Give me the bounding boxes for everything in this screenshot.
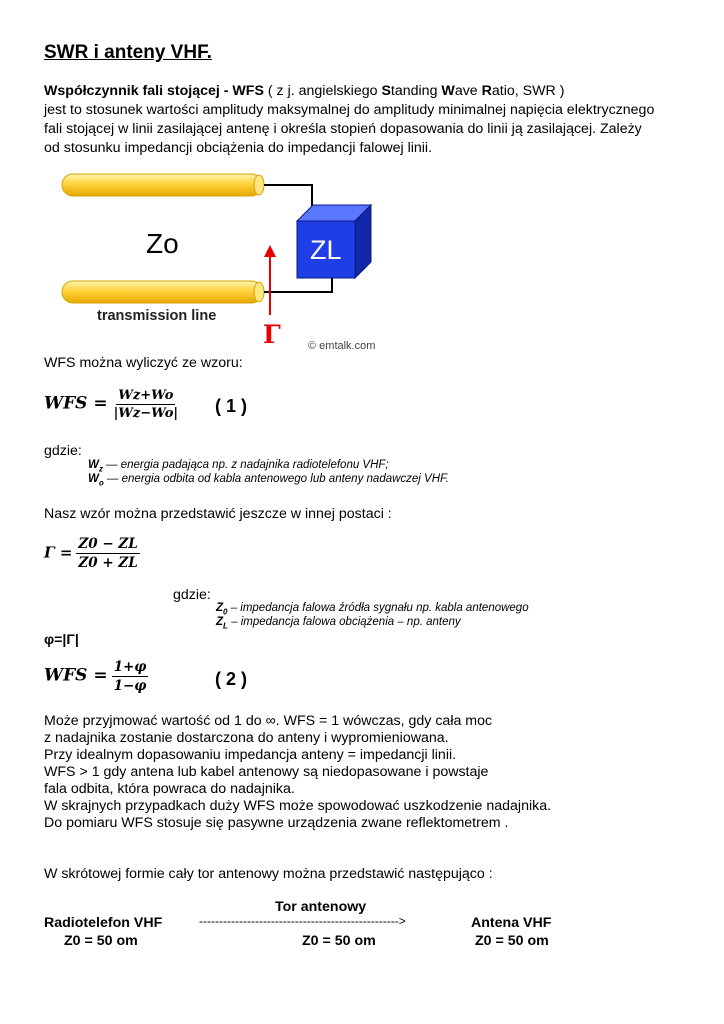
letter-w: W bbox=[441, 83, 455, 99]
wo-subscript: o bbox=[98, 478, 104, 488]
formula-intro: WFS można wyliczyć ze wzoru: bbox=[44, 355, 243, 371]
chain-arrow: --------------------------------------------------> bbox=[199, 914, 406, 928]
wz-subscript: z bbox=[98, 464, 103, 474]
upper-conductor bbox=[62, 174, 262, 196]
summary-intro: W skrótowej formie cały tor antenowy można przedstawić następująco : bbox=[44, 866, 493, 882]
page-title: SWR i anteny VHF. bbox=[44, 42, 212, 63]
eq1-fraction bbox=[112, 388, 181, 421]
gamma-label: Γ bbox=[263, 320, 281, 349]
equation-gamma bbox=[44, 536, 140, 571]
letter-s: S bbox=[381, 83, 391, 99]
paragraph-line: Przy idealnym dopasowaniu impedancja anteny = impedancji linii. bbox=[44, 747, 457, 763]
chain-left-impedance: Z0 = 50 om bbox=[64, 933, 138, 949]
where1-wo bbox=[88, 473, 449, 487]
chain-right: Antena VHF bbox=[471, 915, 552, 931]
eq2-number: ( 2 ) bbox=[215, 669, 248, 689]
z0-label: Zo bbox=[146, 228, 179, 259]
z0-symbol: Z bbox=[216, 602, 224, 614]
zl-subscript: L bbox=[223, 621, 228, 631]
chain-title: Tor antenowy bbox=[275, 899, 367, 915]
gamma-lhs: Γ = bbox=[44, 543, 73, 562]
eq2-denominator: 1−φ bbox=[113, 678, 147, 694]
where2-z0 bbox=[216, 602, 529, 616]
transmission-line-diagram bbox=[50, 165, 400, 360]
paragraph-line: Do pomiaru WFS stosuje się pasywne urządzenia zwane reflektometrem . bbox=[44, 815, 509, 831]
eq2-numerator: 1+φ bbox=[113, 659, 147, 675]
paragraph-line: WFS > 1 gdy antena lub kabel antenowy są niedopasowane i powstaje bbox=[44, 764, 489, 780]
paragraph-line: fala odbita, która powraca do nadajnika. bbox=[44, 781, 295, 797]
intro-text: ave bbox=[454, 83, 482, 99]
wo-symbol: W bbox=[88, 473, 99, 485]
gamma-numerator: Z0 − ZL bbox=[78, 536, 138, 552]
intro-text: atio, SWR ) bbox=[491, 83, 565, 99]
explanation-paragraph bbox=[44, 713, 551, 832]
where2-label: gdzie: bbox=[173, 587, 211, 603]
paragraph-line: z nadajnika zostanie dostarczona do anteny i wypromieniowana. bbox=[44, 730, 449, 746]
upper-wire bbox=[264, 185, 312, 213]
intro-line-2: jest to stosunek wartości amplitudy maksymalnej do amplitudy minimalnej napięcia elektrycznego bbox=[44, 102, 655, 118]
chain-middle-impedance: Z0 = 50 om bbox=[302, 933, 376, 949]
phi-definition: φ=|Γ| bbox=[44, 632, 79, 648]
equation-1 bbox=[44, 388, 180, 421]
reflection-arrow-head bbox=[264, 245, 276, 257]
zl-text: – impedancja falowa obciążenia – np. anteny bbox=[227, 616, 461, 628]
zl-symbol: Z bbox=[216, 616, 224, 628]
chain-right-impedance: Z0 = 50 om bbox=[475, 933, 549, 949]
z0-subscript: 0 bbox=[223, 607, 228, 617]
eq1-number: ( 1 ) bbox=[215, 396, 248, 416]
lower-conductor-end bbox=[254, 282, 264, 302]
intro-text: tanding bbox=[390, 83, 442, 99]
intro-line-1 bbox=[44, 82, 654, 101]
where1-label: gdzie: bbox=[44, 443, 82, 459]
eq2-lhs: WFS = bbox=[44, 665, 108, 686]
transmission-line-label: transmission line bbox=[97, 308, 217, 324]
lower-conductor bbox=[62, 281, 262, 303]
intro-text: ( z j. angielskiego bbox=[263, 83, 382, 99]
letter-r: R bbox=[481, 83, 492, 99]
wo-text: — energia odbita od kabla antenowego lub anteny nadawczej VHF. bbox=[103, 473, 449, 485]
copyright-label: © emtalk.com bbox=[308, 340, 376, 352]
upper-conductor-end bbox=[254, 175, 264, 195]
z0-text: – impedancja falowa źródła sygnału np. kabla antenowego bbox=[227, 602, 529, 614]
where2-zl bbox=[216, 616, 461, 630]
wfs-term: Współczynnik fali stojącej - WFS bbox=[44, 83, 264, 99]
where1-wz bbox=[88, 459, 389, 473]
gamma-denominator: Z0 + ZL bbox=[78, 555, 138, 571]
eq2-fraction bbox=[112, 659, 149, 694]
wz-text: — energia padająca np. z nadajnika radiotelefonu VHF; bbox=[102, 459, 389, 471]
chain-left: Radiotelefon VHF bbox=[44, 915, 163, 931]
zl-label: ZL bbox=[310, 235, 342, 265]
paragraph-line: W skrajnych przypadkach duży WFS może spowodować uszkodzenie nadajnika. bbox=[44, 798, 552, 814]
intro-line-3: fali stojącej w linii zasilającej antenę i określa stopień dopasowania do linii ją zasilającej. Zależy bbox=[44, 121, 642, 137]
eq1-denominator: |Wz−Wo| bbox=[113, 406, 179, 421]
intro-paragraph bbox=[44, 82, 654, 158]
wz-symbol: W bbox=[88, 459, 99, 471]
paragraph-line: Może przyjmować wartość od 1 do ∞. WFS = 1 wówczas, gdy cała moc bbox=[44, 713, 493, 729]
alt-form-intro: Nasz wzór można przedstawić jeszcze w innej postaci : bbox=[44, 506, 392, 522]
equation-2 bbox=[44, 659, 148, 694]
intro-line-4: od stosunku impedancji obciążenia do impedancji falowej linii. bbox=[44, 140, 433, 156]
eq1-numerator: Wz+Wo bbox=[118, 388, 174, 403]
eq1-lhs: WFS = bbox=[44, 393, 108, 414]
gamma-fraction bbox=[76, 536, 139, 571]
